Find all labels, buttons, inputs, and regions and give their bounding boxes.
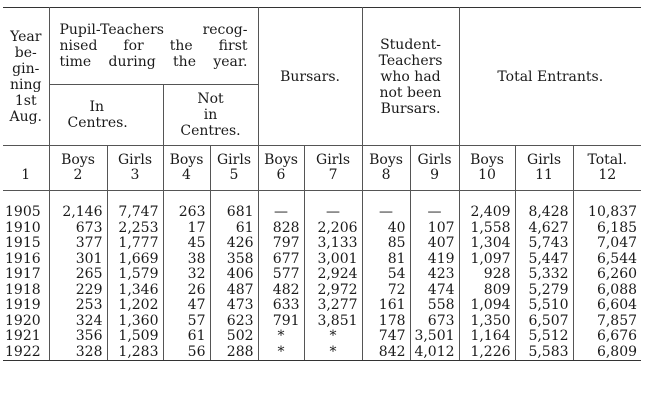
value-cell: 2,924 xyxy=(304,267,362,283)
spacer-cell xyxy=(49,191,107,206)
year-cell: 1920 xyxy=(3,314,49,330)
value-cell: 5,510 xyxy=(515,298,573,314)
column-head-4 xyxy=(163,146,210,191)
column-label: Boys xyxy=(264,152,298,168)
value-cell: 1,669 xyxy=(107,252,163,268)
value-cell: 828 xyxy=(258,221,304,237)
value-cell: 1,094 xyxy=(459,298,515,314)
header-bursars: Bursars. xyxy=(258,8,362,146)
value-cell: 6,507 xyxy=(515,314,573,330)
spacer-cell xyxy=(163,191,210,206)
value-cell: 3,501 xyxy=(410,329,459,345)
column-head-10 xyxy=(459,146,515,191)
table-row xyxy=(3,252,641,268)
column-label: Girls xyxy=(217,152,252,168)
value-cell: 5,447 xyxy=(515,252,573,268)
value-cell: 10,837 xyxy=(588,204,638,220)
value-cell: 1,202 xyxy=(107,298,163,314)
value-cell: 2,409 xyxy=(459,205,515,221)
value-cell: 407 xyxy=(410,236,459,252)
value-cell: 54 xyxy=(362,267,410,283)
table-row xyxy=(3,283,641,299)
value-cell: 61 xyxy=(210,221,258,237)
value-cell: 1,304 xyxy=(459,236,515,252)
column-label: Girls xyxy=(117,152,152,168)
table-row xyxy=(3,329,641,345)
value-cell: 6,185 xyxy=(596,219,638,236)
column-number: 5 xyxy=(229,167,239,183)
year-cell: 1921 xyxy=(3,329,49,345)
value-cell: 358 xyxy=(210,252,258,268)
value-cell: 56 xyxy=(163,345,210,361)
column-number: 12 xyxy=(598,167,617,183)
entrants-table-page xyxy=(3,7,641,397)
value-cell: 673 xyxy=(410,314,459,330)
value-cell: 1,360 xyxy=(107,314,163,330)
value-cell: 5,512 xyxy=(515,329,573,345)
value-cell: 7,747 xyxy=(107,205,163,221)
value-cell: 474 xyxy=(410,283,459,299)
spacer-cell xyxy=(459,191,515,206)
value-cell: 3,133 xyxy=(304,236,362,252)
value-cell: 1,283 xyxy=(107,345,163,361)
value-cell: * xyxy=(258,345,304,361)
year-cell: 1910 xyxy=(3,221,49,237)
spacer-cell xyxy=(362,191,410,206)
value-cell: 1,777 xyxy=(107,236,163,252)
value-cell: 17 xyxy=(163,221,210,237)
entrants-table xyxy=(3,7,641,361)
value-cell: 45 xyxy=(163,236,210,252)
header-year: Year be- gin- ning 1st Aug. xyxy=(3,8,49,146)
value-cell: — xyxy=(304,205,362,221)
value-cell: 8,428 xyxy=(515,205,573,221)
value-cell: 633 xyxy=(258,298,304,314)
value-cell: 842 xyxy=(362,345,410,361)
year-cell: 1922 xyxy=(3,345,49,361)
value-cell: 7,047 xyxy=(596,235,638,251)
value-cell: 6,809 xyxy=(573,345,641,361)
value-cell: 328 xyxy=(49,345,107,361)
column-label: Boys xyxy=(169,152,204,168)
value-cell: 81 xyxy=(362,252,410,268)
value-cell: 1,509 xyxy=(107,329,163,345)
value-cell: 419 xyxy=(410,252,459,268)
value-cell: 26 xyxy=(163,283,210,299)
value-cell: 161 xyxy=(362,298,410,314)
column-head-7 xyxy=(304,146,362,191)
column-number: 11 xyxy=(535,167,553,183)
column-label: Boys xyxy=(369,152,403,168)
column-label: Boys xyxy=(61,152,95,168)
column-label: Total. xyxy=(587,152,628,168)
table-row xyxy=(3,298,641,314)
value-cell: 473 xyxy=(210,298,258,314)
value-cell: 7,857 xyxy=(596,312,638,329)
value-cell: 57 xyxy=(163,314,210,330)
value-cell: 178 xyxy=(362,314,410,330)
value-cell: 3,851 xyxy=(304,314,362,330)
value-cell: 1,579 xyxy=(107,267,163,283)
column-label: Girls xyxy=(527,152,562,168)
value-cell: 6,260 xyxy=(596,266,638,282)
value-cell: 40 xyxy=(362,221,410,237)
header-in-centres: In Centres. xyxy=(49,85,163,146)
value-cell: 797 xyxy=(258,236,304,252)
column-number: 2 xyxy=(73,167,83,183)
value-cell: 32 xyxy=(163,267,210,283)
value-cell: 253 xyxy=(49,298,107,314)
spacer-cell xyxy=(304,191,362,206)
value-cell: 263 xyxy=(163,205,210,221)
column-label: Girls xyxy=(316,152,351,168)
table-row xyxy=(3,205,641,221)
column-head-5 xyxy=(210,146,258,191)
value-cell: 5,583 xyxy=(515,345,573,361)
value-cell: 1,346 xyxy=(107,283,163,299)
spacer-cell xyxy=(3,191,49,206)
column-number: 6 xyxy=(276,167,286,183)
value-cell: 1,558 xyxy=(459,221,515,237)
table-row xyxy=(3,345,641,361)
column-number: 8 xyxy=(381,167,391,183)
header-student-teachers: Student- Teachers who had not been Bursars. xyxy=(362,8,459,146)
value-cell: 673 xyxy=(49,221,107,237)
value-cell: 265 xyxy=(49,267,107,283)
value-cell: 1,350 xyxy=(459,314,515,330)
value-cell: 502 xyxy=(210,329,258,345)
column-head-3 xyxy=(107,146,163,191)
value-cell: 85 xyxy=(362,236,410,252)
column-number: 9 xyxy=(430,167,439,183)
column-number: 3 xyxy=(130,167,140,183)
value-cell: 6,544 xyxy=(596,250,638,267)
value-cell: 72 xyxy=(362,283,410,299)
value-cell: 229 xyxy=(49,283,107,299)
table-row xyxy=(3,236,641,252)
value-cell: 61 xyxy=(163,329,210,345)
header-pupil-teachers: Pupil-Teachers recog- nised for the first time during the year. xyxy=(49,8,258,85)
column-head-11 xyxy=(515,146,573,191)
column-head-12 xyxy=(573,146,641,191)
value-cell: 681 xyxy=(210,205,258,221)
value-cell: 747 xyxy=(362,329,410,345)
year-cell: 1915 xyxy=(3,236,49,252)
value-cell: 2,972 xyxy=(304,283,362,299)
value-cell: 6,604 xyxy=(596,297,638,313)
value-cell: 406 xyxy=(210,267,258,283)
column-head-1 xyxy=(3,146,49,191)
spacer-cell xyxy=(515,191,573,206)
value-cell: * xyxy=(304,329,362,345)
column-number: 10 xyxy=(478,167,496,183)
value-cell: 377 xyxy=(49,236,107,252)
value-cell: 423 xyxy=(410,267,459,283)
value-cell: 4,627 xyxy=(515,221,573,237)
value-cell: 356 xyxy=(49,329,107,345)
table-row xyxy=(3,221,641,237)
value-cell: 5,279 xyxy=(515,283,573,299)
value-cell: 577 xyxy=(258,267,304,283)
value-cell: 1,097 xyxy=(459,252,515,268)
column-number: 1 xyxy=(21,167,31,183)
header-not-in-centres: Not in Centres. xyxy=(163,85,258,146)
value-cell: 1,164 xyxy=(459,329,515,345)
value-cell: — xyxy=(410,205,459,221)
value-cell: 1,226 xyxy=(459,345,515,361)
value-cell: 5,743 xyxy=(515,236,573,252)
value-cell: 301 xyxy=(49,252,107,268)
value-cell: 3,001 xyxy=(304,252,362,268)
value-cell: — xyxy=(258,205,304,221)
spacer-cell xyxy=(410,191,459,206)
value-cell: * xyxy=(304,345,362,361)
value-cell: 2,206 xyxy=(304,221,362,237)
header-total-entrants: Total Entrants. xyxy=(459,8,641,146)
value-cell: 928 xyxy=(459,267,515,283)
value-cell: * xyxy=(258,329,304,345)
value-cell: 677 xyxy=(258,252,304,268)
value-cell: 2,146 xyxy=(49,205,107,221)
value-cell: 791 xyxy=(258,314,304,330)
value-cell: 6,676 xyxy=(596,328,638,344)
table-row xyxy=(3,267,641,283)
year-cell: 1919 xyxy=(3,298,49,314)
spacer-cell xyxy=(107,191,163,206)
value-cell: 6,088 xyxy=(596,281,638,298)
value-cell: 4,012 xyxy=(410,345,459,361)
spacer-cell xyxy=(573,191,641,206)
year-cell: 1905 xyxy=(3,205,49,221)
value-cell: 809 xyxy=(459,283,515,299)
column-number: 7 xyxy=(328,167,338,183)
value-cell: 623 xyxy=(210,314,258,330)
year-cell: 1918 xyxy=(3,283,49,299)
value-cell: 47 xyxy=(163,298,210,314)
column-label: Boys xyxy=(470,152,504,168)
value-cell: 288 xyxy=(210,345,258,361)
value-cell: 107 xyxy=(410,221,459,237)
value-cell: 2,253 xyxy=(107,221,163,237)
value-cell: 3,277 xyxy=(304,298,362,314)
value-cell: 5,332 xyxy=(515,267,573,283)
column-head-8 xyxy=(362,146,410,191)
year-cell: 1917 xyxy=(3,267,49,283)
value-cell: — xyxy=(362,205,410,221)
year-cell: 1916 xyxy=(3,252,49,268)
value-cell: 558 xyxy=(410,298,459,314)
column-number: 4 xyxy=(182,167,191,183)
table-row xyxy=(3,314,641,330)
value-cell: 482 xyxy=(258,283,304,299)
value-cell: 426 xyxy=(210,236,258,252)
value-cell: 38 xyxy=(163,252,210,268)
value-cell: 487 xyxy=(210,283,258,299)
spacer-cell xyxy=(258,191,304,206)
spacer-cell xyxy=(210,191,258,206)
value-cell: 324 xyxy=(49,314,107,330)
column-label: Girls xyxy=(417,152,452,168)
column-head-2 xyxy=(49,146,107,191)
column-head-6 xyxy=(258,146,304,191)
column-head-9 xyxy=(410,146,459,191)
